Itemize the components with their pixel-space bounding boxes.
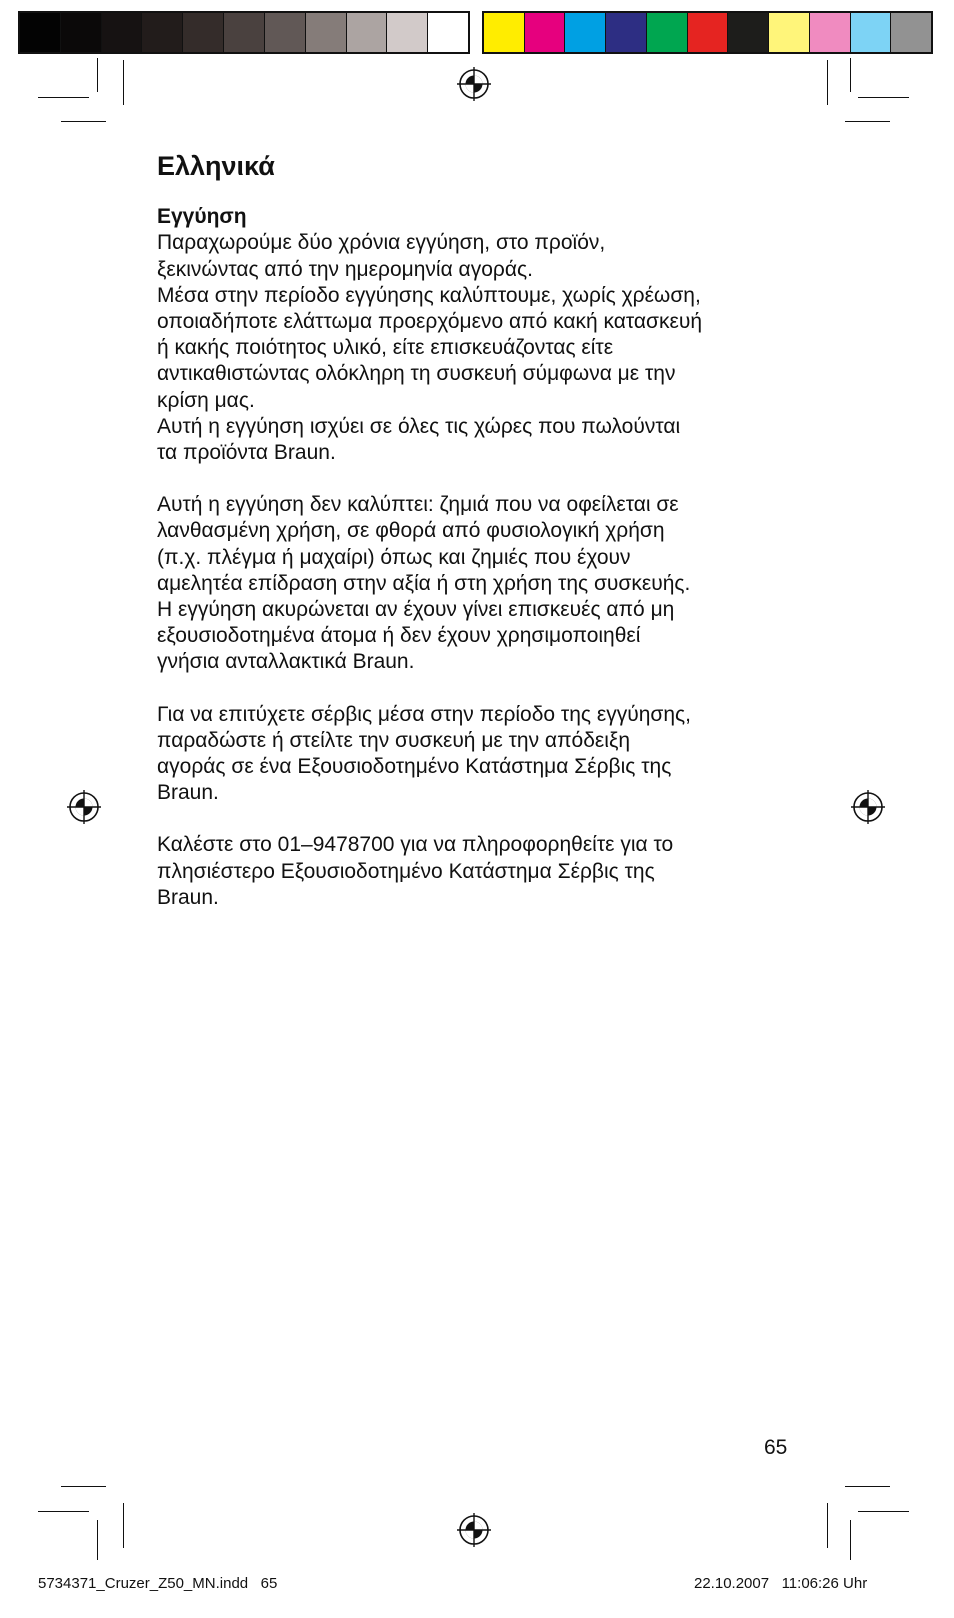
crop-mark (827, 1503, 828, 1548)
registration-target-icon (67, 790, 101, 824)
service-paragraph: Για να επιτύχετε σέρβις μέσα στην περίοδο της εγγύησης, παραδώστε ή στείλτε την συσκευή με την απόδειξη αγοράς σε ένα Εξουσιοδοτημένο Κατάστημα Σέρβις της Braun. (157, 702, 691, 805)
crop-mark (850, 58, 851, 92)
page-number: 65 (764, 1436, 788, 1459)
crop-mark (858, 97, 909, 98)
color-swatch (728, 13, 769, 52)
crop-mark (850, 1520, 851, 1560)
color-swatch (306, 13, 347, 52)
crop-mark (97, 58, 98, 92)
color-swatch (851, 13, 892, 52)
color-swatch (428, 13, 468, 52)
color-swatch (265, 13, 306, 52)
crop-mark (123, 60, 124, 105)
document-body (157, 150, 807, 911)
crop-mark (858, 1511, 909, 1512)
section-heading: Εγγύηση (157, 205, 247, 229)
color-swatch (810, 13, 851, 52)
color-swatch (891, 13, 931, 52)
color-swatch (61, 13, 102, 52)
color-swatch (769, 13, 810, 52)
color-swatch (102, 13, 143, 52)
slug-timestamp: 22.10.2007 11:06:26 Uhr (694, 1575, 868, 1592)
color-swatch (606, 13, 647, 52)
color-swatch (387, 13, 428, 52)
color-swatch (142, 13, 183, 52)
exclusions-paragraph: Αυτή η εγγύηση δεν καλύπτει: ζημιά που να οφείλεται σε λανθασμένη χρήση, σε φθορά από φυσιολογική χρήση (π.χ. πλέγμα ή μαχαίρι) όπως και ζημιές που έχουν αμελητέα επίδραση στην αξία ή στη χρήση της συσκευής. Η εγγύηση ακυρώνεται αν έχουν γίνει επισκευές από μη εξουσιοδοτημένα άτομα ή δεν έχουν χρησιμοποιηθεί γνήσια ανταλλακτικά Braun. (157, 493, 691, 674)
grayscale-color-bar (18, 11, 470, 54)
crop-mark (61, 121, 106, 122)
registration-target-icon (851, 790, 885, 824)
registration-target-icon (457, 1513, 491, 1547)
crop-mark (38, 97, 89, 98)
crop-mark (845, 121, 890, 122)
color-swatch (525, 13, 566, 52)
language-title: Ελληνικά (157, 151, 275, 181)
color-swatch (565, 13, 606, 52)
color-swatch (347, 13, 388, 52)
color-swatch (688, 13, 729, 52)
warranty-paragraph: Παραχωρούμε δύο χρόνια εγγύηση, στο προϊόν, ξεκινώντας από την ημερομηνία αγοράς. Μέσα στην περίοδο εγγύησης καλύπτουμε, χωρίς χρέωση, οποιαδήποτε ελάττωμα προερχόμενο από κακή κατασκευή ή κακής ποιότητος υλικό, είτε επισκευάζοντας είτε αντικαθιστώντας ολόκληρη τη συσκευή σύμφωνα με την κρίση μας. Αυτή η εγγύηση ισχύει σε όλες τις χώρες που πωλούνται τα προϊόντα Braun. (157, 231, 703, 465)
crop-mark (97, 1520, 98, 1560)
crop-mark (827, 60, 828, 105)
crop-mark (38, 1511, 89, 1512)
contact-paragraph: Καλέστε στο 01–9478700 για να πληροφορηθείτε για το πλησιέστερο Εξουσιοδοτημένο Κατάστημα Σέρβις της Braun. (157, 833, 674, 909)
crop-mark (123, 1503, 124, 1548)
color-swatch (183, 13, 224, 52)
color-swatch (224, 13, 265, 52)
crop-mark (61, 1486, 106, 1487)
color-swatch (484, 13, 525, 52)
crop-mark (845, 1486, 890, 1487)
registration-target-icon (457, 67, 491, 101)
slug-filename: 5734371_Cruzer_Z50_MN.indd 65 (38, 1575, 278, 1592)
color-swatch (20, 13, 61, 52)
process-color-bar (482, 11, 933, 54)
color-swatch (647, 13, 688, 52)
